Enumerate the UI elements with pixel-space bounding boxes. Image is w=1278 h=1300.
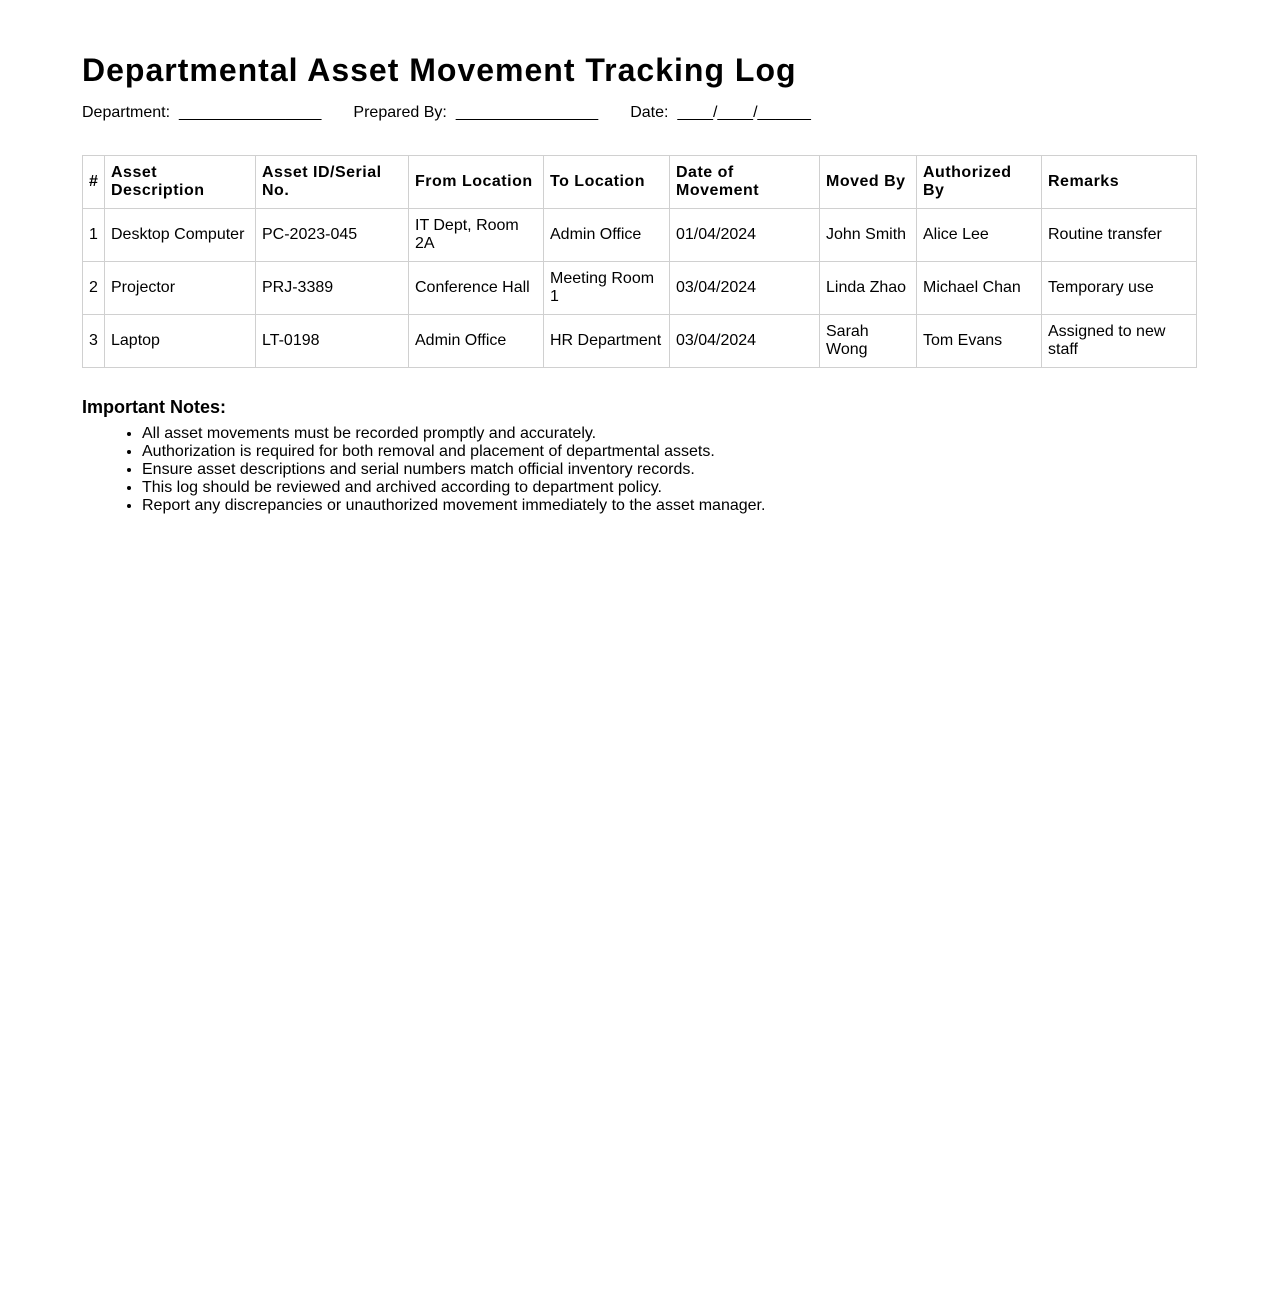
document-page: [0, 0, 1278, 515]
table-cell: HR Department: [544, 315, 670, 368]
table-cell: Routine transfer: [1042, 209, 1197, 262]
table-cell: Conference Hall: [409, 262, 544, 315]
page-title: Departmental Asset Movement Tracking Log: [82, 52, 797, 88]
table-cell: 1: [83, 209, 105, 262]
table-cell: 01/04/2024: [670, 209, 820, 262]
table-cell: PRJ-3389: [256, 262, 409, 315]
table-cell: Assigned to new staff: [1042, 315, 1197, 368]
asset-movement-table: [82, 155, 1197, 368]
column-header: From Location: [409, 156, 544, 209]
date-field: [630, 103, 811, 123]
department-blank: ________________: [179, 104, 322, 121]
notes-heading: Important Notes:: [82, 397, 226, 417]
table-cell: Michael Chan: [917, 262, 1042, 315]
table-cell: Tom Evans: [917, 315, 1042, 368]
notes-list-item: • All asset movements must be recorded promptly and accurately.: [142, 425, 1196, 443]
table-row: [83, 262, 1197, 315]
table-row: [83, 209, 1197, 262]
column-header: Asset ID/Serial No.: [256, 156, 409, 209]
table-cell: 3: [83, 315, 105, 368]
notes-list-item: • Authorization is required for both removal and placement of departmental assets.: [142, 443, 1196, 461]
prepared-by-blank: ________________: [455, 104, 599, 121]
table-cell: 2: [83, 262, 105, 315]
table-row: [83, 315, 1197, 368]
table-cell: 03/04/2024: [670, 262, 820, 315]
date-label: Date:: [630, 104, 669, 121]
table-cell: IT Dept, Room 2A: [409, 209, 544, 262]
table-cell: LT-0198: [256, 315, 409, 368]
column-header: To Location: [544, 156, 670, 209]
prepared-by-field: [353, 103, 598, 123]
table-cell: Alice Lee: [917, 209, 1042, 262]
table-cell: PC-2023-045: [256, 209, 409, 262]
table-cell: John Smith: [820, 209, 917, 262]
department-field: [82, 103, 321, 123]
table-cell: 03/04/2024: [670, 315, 820, 368]
prepared-by-label: Prepared By:: [353, 104, 447, 121]
table-cell: Desktop Computer: [105, 209, 256, 262]
department-label: Department:: [82, 104, 171, 121]
table-cell: Sarah Wong: [820, 315, 917, 368]
notes-list: [82, 425, 1196, 515]
column-header: Date of Movement: [670, 156, 820, 209]
notes-list-item: • This log should be reviewed and archived according to department policy.: [142, 479, 1196, 497]
table-cell: Admin Office: [409, 315, 544, 368]
table-cell: Admin Office: [544, 209, 670, 262]
table-cell: Meeting Room 1: [544, 262, 670, 315]
column-header: Remarks: [1042, 156, 1197, 209]
column-header: Authorized By: [917, 156, 1042, 209]
table-cell: Linda Zhao: [820, 262, 917, 315]
form-meta-fields: [82, 103, 1196, 123]
table-cell: Laptop: [105, 315, 256, 368]
table-header-row: [83, 156, 1197, 209]
table-cell: Projector: [105, 262, 256, 315]
notes-list-item: • Ensure asset descriptions and serial numbers match official inventory records.: [142, 461, 1196, 479]
table-cell: Temporary use: [1042, 262, 1197, 315]
column-header: Moved By: [820, 156, 917, 209]
column-header: #: [83, 156, 105, 209]
column-header: Asset Description: [105, 156, 256, 209]
date-blank: ____/____/______: [677, 104, 811, 121]
notes-list-item: • Report any discrepancies or unauthorized movement immediately to the asset manager.: [142, 497, 1196, 515]
